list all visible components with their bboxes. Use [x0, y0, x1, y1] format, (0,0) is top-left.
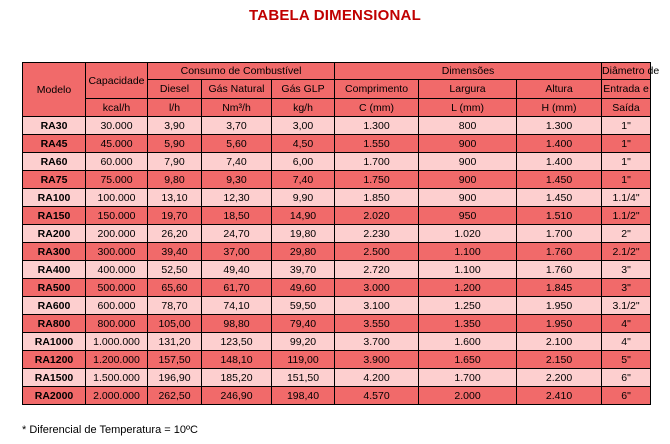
cell-largura: 800	[419, 117, 517, 135]
table-row	[23, 333, 651, 351]
cell-gas-natural: 49,40	[202, 261, 272, 279]
cell-largura: 1.100	[419, 243, 517, 261]
cell-modelo: RA800	[23, 315, 86, 333]
table-row	[23, 315, 651, 333]
cell-gas-natural: 12,30	[202, 189, 272, 207]
cell-altura: 1.700	[517, 225, 602, 243]
cell-gas-natural: 61,70	[202, 279, 272, 297]
cell-diametro: 1"	[602, 171, 651, 189]
unit-diesel: l/h	[148, 99, 202, 117]
cell-gas-natural: 185,20	[202, 369, 272, 387]
cell-altura: 2.100	[517, 333, 602, 351]
header-comprimento: Comprimento	[335, 80, 419, 99]
cell-capacidade: 1.000.000	[86, 333, 148, 351]
dimension-table	[22, 62, 660, 405]
cell-gas-glp: 14,90	[272, 207, 335, 225]
cell-largura: 2.000	[419, 387, 517, 405]
cell-gas-glp: 59,50	[272, 297, 335, 315]
cell-altura: 1.400	[517, 135, 602, 153]
cell-gas-glp: 9,90	[272, 189, 335, 207]
cell-diametro: 3"	[602, 279, 651, 297]
cell-modelo: RA600	[23, 297, 86, 315]
table-row	[23, 261, 651, 279]
cell-altura: 2.200	[517, 369, 602, 387]
cell-diametro: 1"	[602, 135, 651, 153]
cell-gas-glp: 29,80	[272, 243, 335, 261]
cell-capacidade: 45.000	[86, 135, 148, 153]
cell-altura: 2.150	[517, 351, 602, 369]
cell-diesel: 65,60	[148, 279, 202, 297]
cell-largura: 900	[419, 153, 517, 171]
cell-diametro: 2.1/2"	[602, 243, 651, 261]
cell-diesel: 5,90	[148, 135, 202, 153]
cell-modelo: RA75	[23, 171, 86, 189]
cell-gas-glp: 99,20	[272, 333, 335, 351]
cell-gas-glp: 3,00	[272, 117, 335, 135]
cell-modelo: RA300	[23, 243, 86, 261]
cell-comprimento: 1.550	[335, 135, 419, 153]
cell-diesel: 9,80	[148, 171, 202, 189]
cell-diametro: 1.1/4"	[602, 189, 651, 207]
cell-gas-natural: 9,30	[202, 171, 272, 189]
table-row	[23, 243, 651, 261]
cell-modelo: RA60	[23, 153, 86, 171]
table-row	[23, 297, 651, 315]
cell-gas-natural: 5,60	[202, 135, 272, 153]
cell-gas-natural: 98,80	[202, 315, 272, 333]
cell-largura: 900	[419, 135, 517, 153]
header-modelo: Modelo	[23, 63, 86, 117]
table-row	[23, 117, 651, 135]
cell-largura: 950	[419, 207, 517, 225]
cell-comprimento: 2.020	[335, 207, 419, 225]
cell-comprimento: 1.750	[335, 171, 419, 189]
cell-altura: 1.400	[517, 153, 602, 171]
cell-diesel: 52,50	[148, 261, 202, 279]
cell-capacidade: 1.500.000	[86, 369, 148, 387]
unit-gas-natural: Nm³/h	[202, 99, 272, 117]
cell-comprimento: 2.500	[335, 243, 419, 261]
unit-altura: H (mm)	[517, 99, 602, 117]
cell-gas-natural: 18,50	[202, 207, 272, 225]
cell-gas-glp: 39,70	[272, 261, 335, 279]
cell-comprimento: 3.100	[335, 297, 419, 315]
cell-diesel: 19,70	[148, 207, 202, 225]
cell-comprimento: 1.300	[335, 117, 419, 135]
cell-diametro: 5"	[602, 351, 651, 369]
table-body	[23, 117, 651, 405]
header-capacidade: Capacidade	[86, 63, 148, 99]
cell-altura: 1.510	[517, 207, 602, 225]
cell-altura: 1.950	[517, 315, 602, 333]
header-gas-natural: Gás Natural	[202, 80, 272, 99]
table-row	[23, 225, 651, 243]
cell-capacidade: 100.000	[86, 189, 148, 207]
cell-altura: 1.845	[517, 279, 602, 297]
cell-gas-natural: 7,40	[202, 153, 272, 171]
cell-comprimento: 3.550	[335, 315, 419, 333]
cell-altura: 1.450	[517, 171, 602, 189]
cell-gas-glp: 6,00	[272, 153, 335, 171]
cell-diesel: 3,90	[148, 117, 202, 135]
cell-diesel: 39,40	[148, 243, 202, 261]
header-gas-glp: Gás GLP	[272, 80, 335, 99]
cell-capacidade: 150.000	[86, 207, 148, 225]
cell-diametro: 6"	[602, 387, 651, 405]
cell-altura: 1.300	[517, 117, 602, 135]
cell-capacidade: 1.200.000	[86, 351, 148, 369]
header-altura: Altura	[517, 80, 602, 99]
cell-comprimento: 2.720	[335, 261, 419, 279]
cell-capacidade: 300.000	[86, 243, 148, 261]
cell-gas-glp: 198,40	[272, 387, 335, 405]
cell-comprimento: 1.850	[335, 189, 419, 207]
cell-capacidade: 30.000	[86, 117, 148, 135]
header-diametro-line3: Saída	[602, 99, 651, 117]
cell-diesel: 262,50	[148, 387, 202, 405]
cell-largura: 1.100	[419, 261, 517, 279]
cell-diesel: 157,50	[148, 351, 202, 369]
header-consumo: Consumo de Combustível	[148, 63, 335, 80]
cell-diametro: 3"	[602, 261, 651, 279]
cell-diesel: 13,10	[148, 189, 202, 207]
cell-diesel: 78,70	[148, 297, 202, 315]
cell-gas-glp: 4,50	[272, 135, 335, 153]
cell-diametro: 1"	[602, 117, 651, 135]
cell-comprimento: 3.000	[335, 279, 419, 297]
cell-gas-natural: 37,00	[202, 243, 272, 261]
cell-largura: 1.200	[419, 279, 517, 297]
header-largura: Largura	[419, 80, 517, 99]
table-row	[23, 135, 651, 153]
cell-gas-natural: 123,50	[202, 333, 272, 351]
cell-comprimento: 2.230	[335, 225, 419, 243]
cell-diesel: 7,90	[148, 153, 202, 171]
cell-gas-glp: 79,40	[272, 315, 335, 333]
cell-modelo: RA500	[23, 279, 86, 297]
cell-comprimento: 4.200	[335, 369, 419, 387]
cell-capacidade: 200.000	[86, 225, 148, 243]
cell-diametro: 1.1/2"	[602, 207, 651, 225]
unit-largura: L (mm)	[419, 99, 517, 117]
cell-largura: 900	[419, 171, 517, 189]
footnote: * Diferencial de Temperatura = 10ºC	[22, 424, 198, 436]
cell-diametro: 4"	[602, 333, 651, 351]
cell-diametro: 2"	[602, 225, 651, 243]
cell-modelo: RA1200	[23, 351, 86, 369]
cell-gas-natural: 3,70	[202, 117, 272, 135]
table-row	[23, 369, 651, 387]
cell-diesel: 105,00	[148, 315, 202, 333]
cell-altura: 2.410	[517, 387, 602, 405]
table-row	[23, 387, 651, 405]
cell-diametro: 3.1/2"	[602, 297, 651, 315]
cell-gas-glp: 49,60	[272, 279, 335, 297]
cell-gas-natural: 148,10	[202, 351, 272, 369]
cell-modelo: RA100	[23, 189, 86, 207]
cell-altura: 1.950	[517, 297, 602, 315]
cell-diametro: 4"	[602, 315, 651, 333]
cell-modelo: RA2000	[23, 387, 86, 405]
table-row	[23, 279, 651, 297]
cell-diametro: 6"	[602, 369, 651, 387]
header-diametro-line1: Diâmetro de	[602, 63, 651, 80]
cell-modelo: RA30	[23, 117, 86, 135]
cell-comprimento: 3.700	[335, 333, 419, 351]
unit-gas-glp: kg/h	[272, 99, 335, 117]
cell-capacidade: 800.000	[86, 315, 148, 333]
unit-comprimento: C (mm)	[335, 99, 419, 117]
cell-modelo: RA400	[23, 261, 86, 279]
table-row	[23, 171, 651, 189]
page-title: TABELA DIMENSIONAL	[249, 7, 421, 24]
cell-diesel: 196,90	[148, 369, 202, 387]
cell-largura: 900	[419, 189, 517, 207]
cell-diesel: 131,20	[148, 333, 202, 351]
table-row	[23, 189, 651, 207]
cell-largura: 1.600	[419, 333, 517, 351]
cell-altura: 1.760	[517, 261, 602, 279]
unit-capacidade: kcal/h	[86, 99, 148, 117]
table-row	[23, 153, 651, 171]
cell-gas-natural: 24,70	[202, 225, 272, 243]
cell-largura: 1.650	[419, 351, 517, 369]
cell-capacidade: 75.000	[86, 171, 148, 189]
cell-diesel: 26,20	[148, 225, 202, 243]
cell-capacidade: 500.000	[86, 279, 148, 297]
cell-gas-natural: 74,10	[202, 297, 272, 315]
cell-modelo: RA200	[23, 225, 86, 243]
cell-largura: 1.700	[419, 369, 517, 387]
cell-capacidade: 600.000	[86, 297, 148, 315]
cell-modelo: RA150	[23, 207, 86, 225]
cell-comprimento: 4.570	[335, 387, 419, 405]
cell-largura: 1.350	[419, 315, 517, 333]
header-dimensoes: Dimensões	[335, 63, 602, 80]
cell-capacidade: 60.000	[86, 153, 148, 171]
table-row	[23, 207, 651, 225]
cell-gas-glp: 119,00	[272, 351, 335, 369]
cell-modelo: RA1000	[23, 333, 86, 351]
cell-gas-glp: 151,50	[272, 369, 335, 387]
cell-modelo: RA45	[23, 135, 86, 153]
cell-comprimento: 3.900	[335, 351, 419, 369]
cell-comprimento: 1.700	[335, 153, 419, 171]
cell-altura: 1.450	[517, 189, 602, 207]
cell-capacidade: 400.000	[86, 261, 148, 279]
header-diametro-line2: Entrada e	[602, 80, 651, 99]
cell-gas-natural: 246,90	[202, 387, 272, 405]
table-row	[23, 351, 651, 369]
cell-modelo: RA1500	[23, 369, 86, 387]
cell-largura: 1.250	[419, 297, 517, 315]
cell-altura: 1.760	[517, 243, 602, 261]
cell-gas-glp: 19,80	[272, 225, 335, 243]
cell-diametro: 1"	[602, 153, 651, 171]
cell-gas-glp: 7,40	[272, 171, 335, 189]
header-diesel: Diesel	[148, 80, 202, 99]
cell-largura: 1.020	[419, 225, 517, 243]
cell-capacidade: 2.000.000	[86, 387, 148, 405]
